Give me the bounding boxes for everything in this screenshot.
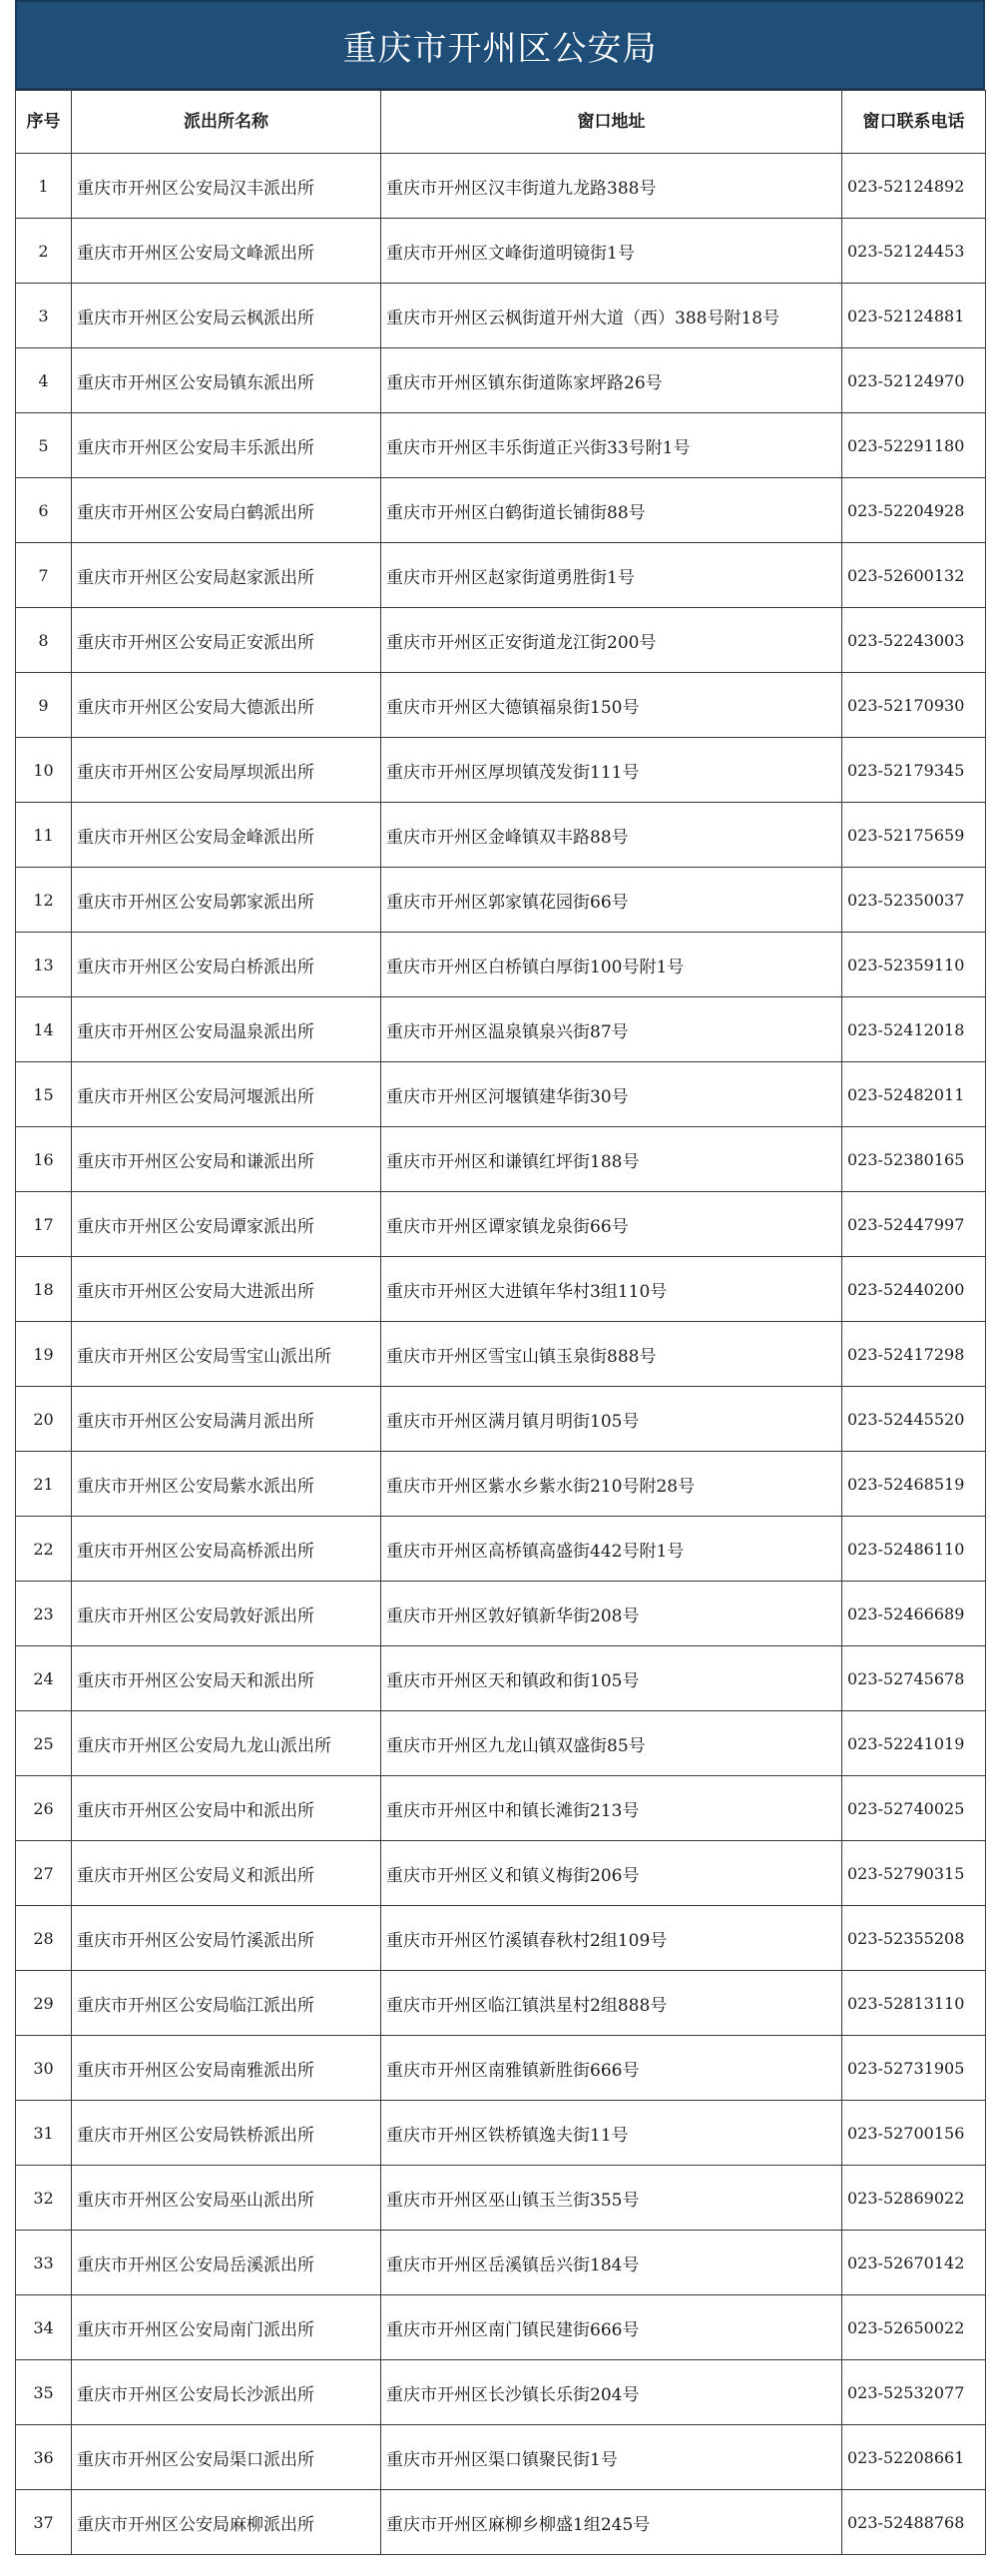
window-phone-cell: 023-52179345	[842, 738, 986, 803]
window-phone-cell: 023-52124881	[842, 284, 986, 348]
table-row	[16, 2360, 986, 2425]
row-index-cell: 36	[16, 2425, 72, 2490]
station-name-cell: 重庆市开州区公安局铁桥派出所	[72, 2101, 381, 2166]
window-address-cell: 重庆市开州区文峰街道明镜街1号	[381, 219, 842, 284]
table-row	[16, 933, 986, 997]
window-address-cell: 重庆市开州区温泉镇泉兴街87号	[381, 997, 842, 1062]
window-address-cell: 重庆市开州区正安街道龙江街200号	[381, 608, 842, 673]
station-name-cell: 重庆市开州区公安局敦好派出所	[72, 1582, 381, 1646]
window-phone-cell: 023-52208661	[842, 2425, 986, 2490]
window-phone-cell: 023-52417298	[842, 1322, 986, 1387]
table-row	[16, 2101, 986, 2166]
window-address-cell: 重庆市开州区渠口镇聚民街1号	[381, 2425, 842, 2490]
window-phone-cell: 023-52745678	[842, 1646, 986, 1711]
window-address-cell: 重庆市开州区厚坝镇茂发街111号	[381, 738, 842, 803]
window-address-cell: 重庆市开州区金峰镇双丰路88号	[381, 803, 842, 868]
window-address-cell: 重庆市开州区敦好镇新华街208号	[381, 1582, 842, 1646]
station-name-cell: 重庆市开州区公安局长沙派出所	[72, 2360, 381, 2425]
window-address-cell: 重庆市开州区白鹤街道长铺街88号	[381, 478, 842, 543]
station-name-cell: 重庆市开州区公安局南门派出所	[72, 2295, 381, 2360]
station-name-cell: 重庆市开州区公安局云枫派出所	[72, 284, 381, 348]
window-phone-cell: 023-52468519	[842, 1452, 986, 1517]
window-address-cell: 重庆市开州区镇东街道陈家坪路26号	[381, 348, 842, 413]
table-body	[16, 154, 986, 2555]
table-row	[16, 1646, 986, 1711]
window-phone-cell: 023-52412018	[842, 997, 986, 1062]
table-row	[16, 1711, 986, 1776]
window-phone-cell: 023-52600132	[842, 543, 986, 608]
row-index-cell: 9	[16, 673, 72, 738]
row-index-cell: 17	[16, 1192, 72, 1257]
window-phone-cell: 023-52532077	[842, 2360, 986, 2425]
table-row	[16, 478, 986, 543]
station-name-cell: 重庆市开州区公安局九龙山派出所	[72, 1711, 381, 1776]
window-address-cell: 重庆市开州区大德镇福泉街150号	[381, 673, 842, 738]
table-row	[16, 2425, 986, 2490]
window-address-cell: 重庆市开州区天和镇政和街105号	[381, 1646, 842, 1711]
station-name-cell: 重庆市开州区公安局金峰派出所	[72, 803, 381, 868]
window-phone-cell: 023-52440200	[842, 1257, 986, 1322]
station-name-cell: 重庆市开州区公安局渠口派出所	[72, 2425, 381, 2490]
window-phone-cell: 023-52291180	[842, 413, 986, 478]
window-phone-cell: 023-52466689	[842, 1582, 986, 1646]
row-index-cell: 14	[16, 997, 72, 1062]
window-address-cell: 重庆市开州区义和镇义梅街206号	[381, 1841, 842, 1906]
row-index-cell: 18	[16, 1257, 72, 1322]
row-index-cell: 19	[16, 1322, 72, 1387]
window-phone-cell: 023-52380165	[842, 1127, 986, 1192]
table-row	[16, 1841, 986, 1906]
table-row	[16, 2036, 986, 2101]
window-phone-cell: 023-52124970	[842, 348, 986, 413]
window-address-cell: 重庆市开州区南门镇民建街666号	[381, 2295, 842, 2360]
table-row	[16, 2490, 986, 2555]
row-index-cell: 1	[16, 154, 72, 219]
station-name-cell: 重庆市开州区公安局汉丰派出所	[72, 154, 381, 219]
window-phone-cell: 023-52700156	[842, 2101, 986, 2166]
window-phone-cell: 023-52813110	[842, 1971, 986, 2036]
table-row	[16, 1192, 986, 1257]
window-phone-cell: 023-52124892	[842, 154, 986, 219]
row-index-cell: 32	[16, 2166, 72, 2231]
header-window-phone: 窗口联系电话	[842, 91, 986, 154]
window-phone-cell: 023-52869022	[842, 2166, 986, 2231]
table-row	[16, 1971, 986, 2036]
row-index-cell: 28	[16, 1906, 72, 1971]
station-name-cell: 重庆市开州区公安局厚坝派出所	[72, 738, 381, 803]
row-index-cell: 23	[16, 1582, 72, 1646]
station-name-cell: 重庆市开州区公安局天和派出所	[72, 1646, 381, 1711]
window-phone-cell: 023-52650022	[842, 2295, 986, 2360]
station-name-cell: 重庆市开州区公安局文峰派出所	[72, 219, 381, 284]
station-name-cell: 重庆市开州区公安局河堰派出所	[72, 1062, 381, 1127]
window-phone-cell: 023-52355208	[842, 1906, 986, 1971]
window-phone-cell: 023-52243003	[842, 608, 986, 673]
table-row	[16, 154, 986, 219]
window-address-cell: 重庆市开州区九龙山镇双盛街85号	[381, 1711, 842, 1776]
table-row	[16, 803, 986, 868]
station-name-cell: 重庆市开州区公安局竹溪派出所	[72, 1906, 381, 1971]
police-station-table-container	[15, 0, 985, 2555]
station-name-cell: 重庆市开州区公安局紫水派出所	[72, 1452, 381, 1517]
window-address-cell: 重庆市开州区竹溪镇春秋村2组109号	[381, 1906, 842, 1971]
window-phone-cell: 023-52175659	[842, 803, 986, 868]
window-phone-cell: 023-52124453	[842, 219, 986, 284]
window-address-cell: 重庆市开州区长沙镇长乐街204号	[381, 2360, 842, 2425]
table-row	[16, 868, 986, 933]
window-address-cell: 重庆市开州区岳溪镇岳兴街184号	[381, 2231, 842, 2295]
station-name-cell: 重庆市开州区公安局大进派出所	[72, 1257, 381, 1322]
row-index-cell: 15	[16, 1062, 72, 1127]
station-name-cell: 重庆市开州区公安局和谦派出所	[72, 1127, 381, 1192]
station-name-cell: 重庆市开州区公安局中和派出所	[72, 1776, 381, 1841]
row-index-cell: 35	[16, 2360, 72, 2425]
row-index-cell: 7	[16, 543, 72, 608]
table-row	[16, 413, 986, 478]
row-index-cell: 2	[16, 219, 72, 284]
station-name-cell: 重庆市开州区公安局镇东派出所	[72, 348, 381, 413]
table-row	[16, 1322, 986, 1387]
window-address-cell: 重庆市开州区和谦镇红坪街188号	[381, 1127, 842, 1192]
row-index-cell: 26	[16, 1776, 72, 1841]
window-phone-cell: 023-52731905	[842, 2036, 986, 2101]
station-name-cell: 重庆市开州区公安局岳溪派出所	[72, 2231, 381, 2295]
table-row	[16, 2166, 986, 2231]
police-station-table	[15, 90, 986, 2555]
window-address-cell: 重庆市开州区南雅镇新胜街666号	[381, 2036, 842, 2101]
row-index-cell: 27	[16, 1841, 72, 1906]
station-name-cell: 重庆市开州区公安局大德派出所	[72, 673, 381, 738]
window-address-cell: 重庆市开州区临江镇洪星村2组888号	[381, 1971, 842, 2036]
window-address-cell: 重庆市开州区雪宝山镇玉泉街888号	[381, 1322, 842, 1387]
station-name-cell: 重庆市开州区公安局正安派出所	[72, 608, 381, 673]
window-address-cell: 重庆市开州区河堰镇建华街30号	[381, 1062, 842, 1127]
window-phone-cell: 023-52486110	[842, 1517, 986, 1582]
window-address-cell: 重庆市开州区汉丰街道九龙路388号	[381, 154, 842, 219]
row-index-cell: 8	[16, 608, 72, 673]
window-phone-cell: 023-52740025	[842, 1776, 986, 1841]
header-window-address: 窗口地址	[381, 91, 842, 154]
station-name-cell: 重庆市开州区公安局丰乐派出所	[72, 413, 381, 478]
row-index-cell: 16	[16, 1127, 72, 1192]
window-phone-cell: 023-52445520	[842, 1387, 986, 1452]
table-row	[16, 1257, 986, 1322]
window-address-cell: 重庆市开州区巫山镇玉兰街355号	[381, 2166, 842, 2231]
row-index-cell: 31	[16, 2101, 72, 2166]
row-index-cell: 25	[16, 1711, 72, 1776]
row-index-cell: 29	[16, 1971, 72, 2036]
window-phone-cell: 023-52488768	[842, 2490, 986, 2555]
table-row	[16, 284, 986, 348]
table-header-row	[16, 91, 986, 154]
table-title: 重庆市开州区公安局	[15, 0, 985, 90]
window-address-cell: 重庆市开州区郭家镇花园街66号	[381, 868, 842, 933]
row-index-cell: 30	[16, 2036, 72, 2101]
station-name-cell: 重庆市开州区公安局高桥派出所	[72, 1517, 381, 1582]
window-address-cell: 重庆市开州区满月镇月明街105号	[381, 1387, 842, 1452]
window-address-cell: 重庆市开州区紫水乡紫水街210号附28号	[381, 1452, 842, 1517]
table-row	[16, 1906, 986, 1971]
header-station-name: 派出所名称	[72, 91, 381, 154]
table-row	[16, 1776, 986, 1841]
window-phone-cell: 023-52241019	[842, 1711, 986, 1776]
station-name-cell: 重庆市开州区公安局麻柳派出所	[72, 2490, 381, 2555]
table-row	[16, 1582, 986, 1646]
station-name-cell: 重庆市开州区公安局赵家派出所	[72, 543, 381, 608]
row-index-cell: 33	[16, 2231, 72, 2295]
table-row	[16, 608, 986, 673]
station-name-cell: 重庆市开州区公安局义和派出所	[72, 1841, 381, 1906]
row-index-cell: 34	[16, 2295, 72, 2360]
row-index-cell: 11	[16, 803, 72, 868]
window-phone-cell: 023-52204928	[842, 478, 986, 543]
window-phone-cell: 023-52790315	[842, 1841, 986, 1906]
station-name-cell: 重庆市开州区公安局白鹤派出所	[72, 478, 381, 543]
row-index-cell: 5	[16, 413, 72, 478]
table-row	[16, 1127, 986, 1192]
window-address-cell: 重庆市开州区赵家街道勇胜街1号	[381, 543, 842, 608]
row-index-cell: 3	[16, 284, 72, 348]
row-index-cell: 4	[16, 348, 72, 413]
station-name-cell: 重庆市开州区公安局临江派出所	[72, 1971, 381, 2036]
window-phone-cell: 023-52359110	[842, 933, 986, 997]
station-name-cell: 重庆市开州区公安局白桥派出所	[72, 933, 381, 997]
table-row	[16, 348, 986, 413]
table-row	[16, 1452, 986, 1517]
row-index-cell: 21	[16, 1452, 72, 1517]
table-row	[16, 543, 986, 608]
window-address-cell: 重庆市开州区谭家镇龙泉街66号	[381, 1192, 842, 1257]
window-address-cell: 重庆市开州区麻柳乡柳盛1组245号	[381, 2490, 842, 2555]
station-name-cell: 重庆市开州区公安局温泉派出所	[72, 997, 381, 1062]
window-address-cell: 重庆市开州区白桥镇白厚街100号附1号	[381, 933, 842, 997]
window-phone-cell: 023-52350037	[842, 868, 986, 933]
row-index-cell: 24	[16, 1646, 72, 1711]
table-row	[16, 1062, 986, 1127]
window-address-cell: 重庆市开州区高桥镇高盛街442号附1号	[381, 1517, 842, 1582]
window-address-cell: 重庆市开州区中和镇长滩街213号	[381, 1776, 842, 1841]
station-name-cell: 重庆市开州区公安局南雅派出所	[72, 2036, 381, 2101]
window-address-cell: 重庆市开州区丰乐街道正兴街33号附1号	[381, 413, 842, 478]
row-index-cell: 10	[16, 738, 72, 803]
row-index-cell: 12	[16, 868, 72, 933]
table-row	[16, 738, 986, 803]
station-name-cell: 重庆市开州区公安局巫山派出所	[72, 2166, 381, 2231]
station-name-cell: 重庆市开州区公安局雪宝山派出所	[72, 1322, 381, 1387]
table-row	[16, 1387, 986, 1452]
table-row	[16, 673, 986, 738]
window-address-cell: 重庆市开州区大进镇年华村3组110号	[381, 1257, 842, 1322]
table-row	[16, 2295, 986, 2360]
row-index-cell: 13	[16, 933, 72, 997]
row-index-cell: 20	[16, 1387, 72, 1452]
table-row	[16, 219, 986, 284]
window-phone-cell: 023-52447997	[842, 1192, 986, 1257]
station-name-cell: 重庆市开州区公安局谭家派出所	[72, 1192, 381, 1257]
row-index-cell: 37	[16, 2490, 72, 2555]
table-row	[16, 2231, 986, 2295]
window-address-cell: 重庆市开州区铁桥镇逸夫街11号	[381, 2101, 842, 2166]
station-name-cell: 重庆市开州区公安局满月派出所	[72, 1387, 381, 1452]
window-phone-cell: 023-52670142	[842, 2231, 986, 2295]
header-index: 序号	[16, 91, 72, 154]
row-index-cell: 6	[16, 478, 72, 543]
table-row	[16, 997, 986, 1062]
window-phone-cell: 023-52170930	[842, 673, 986, 738]
window-address-cell: 重庆市开州区云枫街道开州大道（西）388号附18号	[381, 284, 842, 348]
table-row	[16, 1517, 986, 1582]
row-index-cell: 22	[16, 1517, 72, 1582]
station-name-cell: 重庆市开州区公安局郭家派出所	[72, 868, 381, 933]
window-phone-cell: 023-52482011	[842, 1062, 986, 1127]
